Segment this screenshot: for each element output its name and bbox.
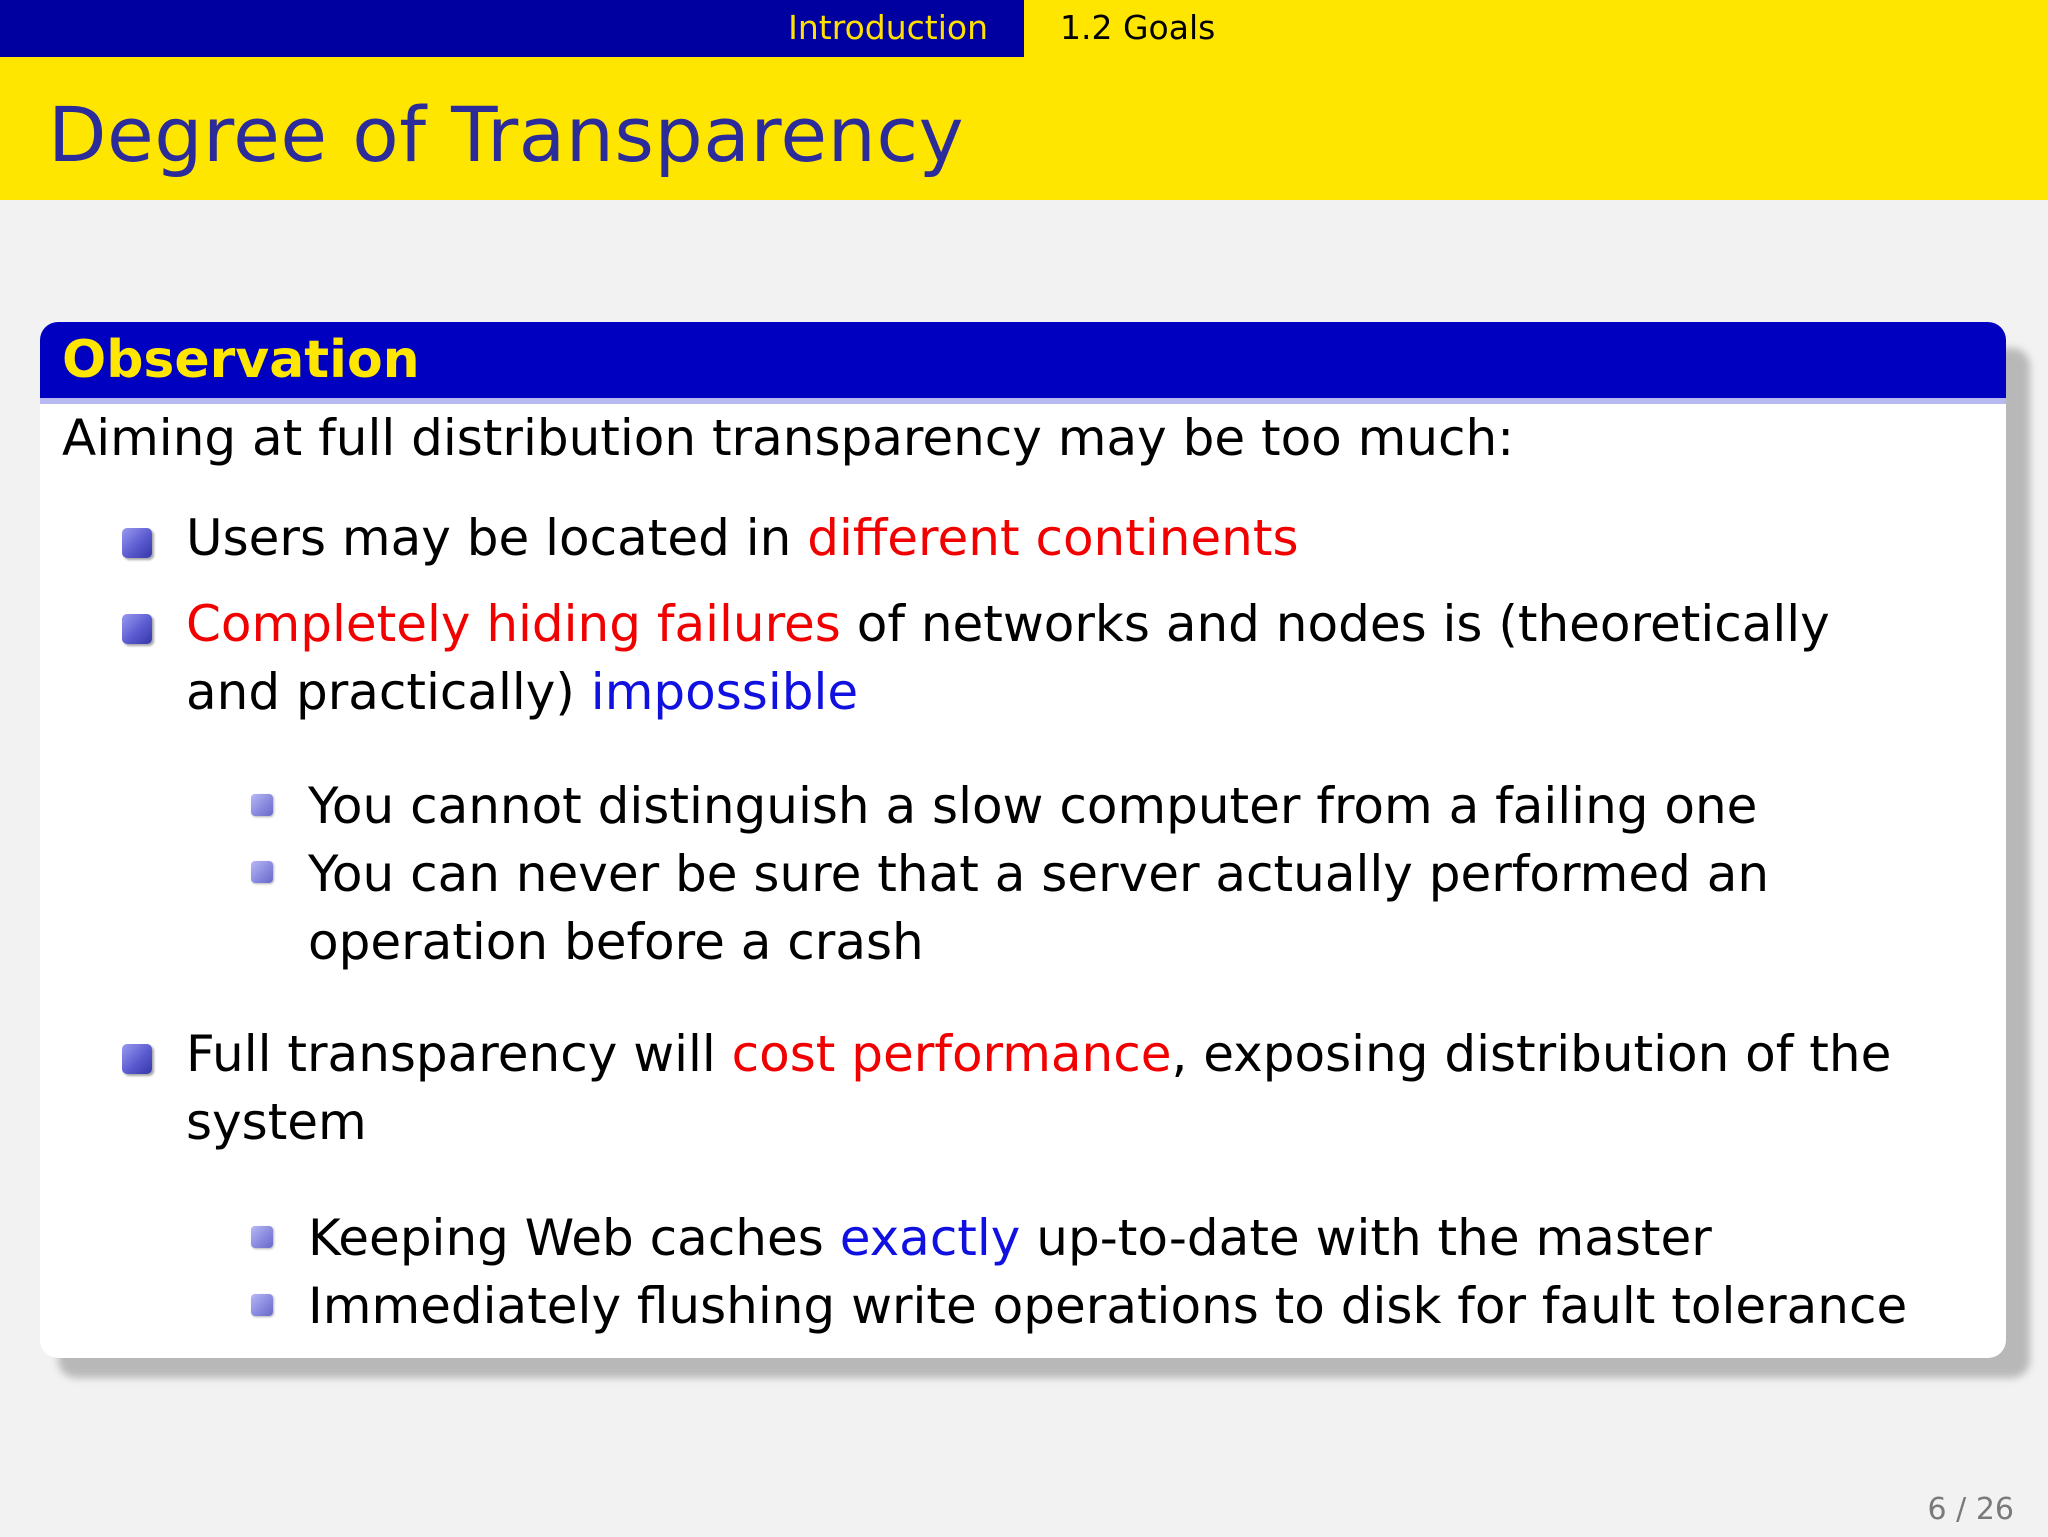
item-text: Keeping Web caches bbox=[308, 1209, 840, 1267]
nav-subsection-link[interactable]: 1.2 Goals bbox=[1060, 8, 1216, 47]
item-text: up-to-date with the master bbox=[1020, 1209, 1712, 1267]
sub-bullet-icon bbox=[251, 794, 273, 816]
item-highlight-blue: exactly bbox=[839, 1209, 1021, 1267]
slide-title: Degree of Transparency bbox=[48, 90, 965, 179]
block-heading: Observation bbox=[62, 330, 420, 390]
item-highlight-blue: impossible bbox=[590, 663, 859, 721]
item-highlight: Completely hiding failures bbox=[186, 595, 841, 653]
sub-bullet-icon bbox=[251, 861, 273, 883]
item-text: Users may be located in bbox=[186, 509, 808, 567]
item-highlight: different continents bbox=[807, 509, 1299, 567]
sub-list-item: Immediately flushing write operations to disk for fault tolerance bbox=[308, 1277, 1908, 1335]
nav-section-link[interactable]: Introduction bbox=[788, 8, 988, 47]
sub-bullet-icon bbox=[251, 1294, 273, 1316]
observation-block bbox=[40, 322, 2006, 1358]
sub-list-item bbox=[308, 1204, 1928, 1272]
sub-list-item: You cannot distinguish a slow computer from a failing one bbox=[308, 777, 1758, 835]
bullet-icon bbox=[122, 614, 152, 644]
list-item bbox=[186, 1020, 1906, 1156]
bullet-icon bbox=[122, 528, 152, 558]
nav-section-bar bbox=[0, 0, 1024, 57]
block-heading-bar bbox=[40, 322, 2006, 404]
page-number: 6 / 26 bbox=[1927, 1492, 2014, 1527]
bullet-icon bbox=[122, 1044, 152, 1074]
title-bar bbox=[0, 57, 2048, 200]
sub-list-item: You can never be sure that a server actually performed an operation before a crash bbox=[308, 845, 1770, 971]
list-item bbox=[186, 590, 1906, 726]
item-highlight: cost performance bbox=[731, 1025, 1172, 1083]
item-text: , exposing distribution of the system bbox=[186, 1025, 1892, 1151]
item-text: Full transparency will bbox=[186, 1025, 732, 1083]
intro-text: Aiming at full distribution transparency may be too much: bbox=[62, 409, 1515, 467]
item-text: of networks and nodes is (theoretically and practically) bbox=[186, 595, 1830, 721]
list-item bbox=[186, 504, 1906, 572]
sub-bullet-icon bbox=[251, 1226, 273, 1248]
nav-subsection-bar bbox=[1024, 0, 2048, 57]
